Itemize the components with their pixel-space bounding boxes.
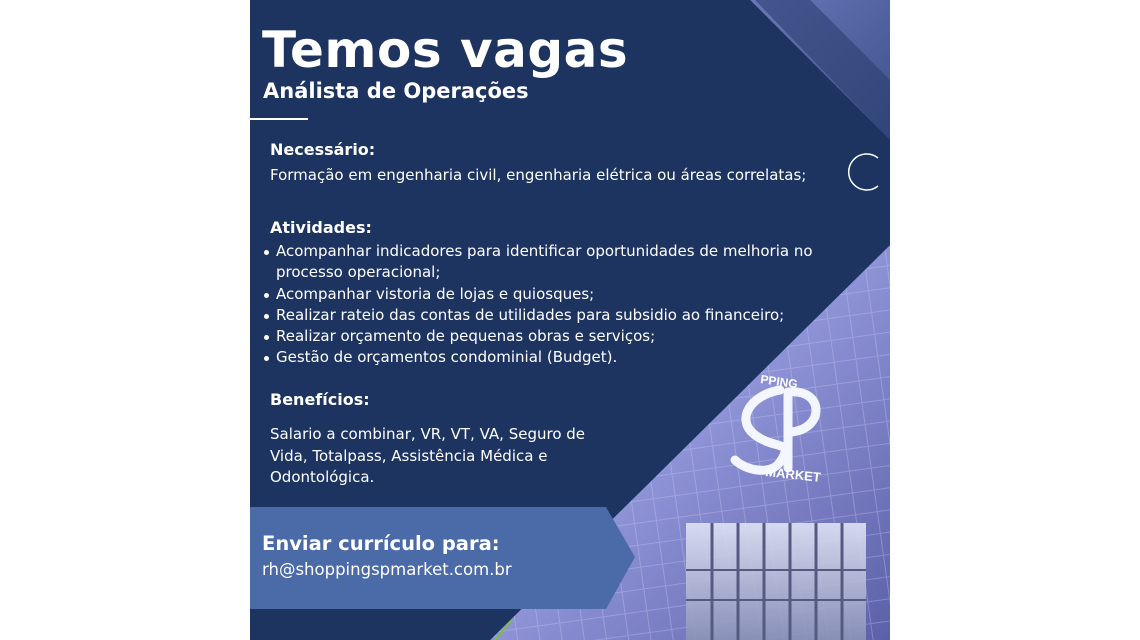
activity-item: Realizar rateio das contas de utilidades para subsidio ao financeiro; (262, 305, 813, 326)
headline: Temos vagas (262, 21, 629, 79)
svg-text:MARKET: MARKET (764, 464, 822, 485)
activity-item: Acompanhar indicadores para identificar oportunidades de melhoria no (262, 241, 813, 262)
cta-email-link[interactable]: rh@shoppingspmarket.com.br (262, 560, 512, 579)
activities-list (262, 241, 813, 369)
activities-heading: Atividades: (270, 218, 372, 237)
benefits-text: Salario a combinar, VR, VT, VA, Seguro de Vida, Totalpass, Assistência Médica e Odontológica. (270, 425, 586, 486)
requirements-text: Formação em engenharia civil, engenharia elétrica ou áreas correlatas; (270, 166, 807, 184)
svg-text:PPING: PPING (759, 372, 799, 392)
activity-item: Gestão de orçamentos condominial (Budget). (262, 347, 813, 368)
benefits-heading: Benefícios: (270, 390, 370, 409)
cta-banner (250, 507, 635, 609)
glass-windows (686, 523, 866, 640)
job-title: Análista de Operações (263, 79, 529, 103)
circle-outline-icon (840, 152, 880, 192)
divider (250, 118, 308, 120)
job-poster (250, 0, 890, 640)
cta-heading: Enviar currículo para: (262, 532, 500, 555)
requirements-heading: Necessário: (270, 140, 376, 159)
activity-item: Realizar orçamento de pequenas obras e serviços; (262, 326, 813, 347)
activity-item: Acompanhar vistoria de lojas e quiosques; (262, 284, 813, 305)
activity-item-continuation: processo operacional; (276, 263, 441, 282)
